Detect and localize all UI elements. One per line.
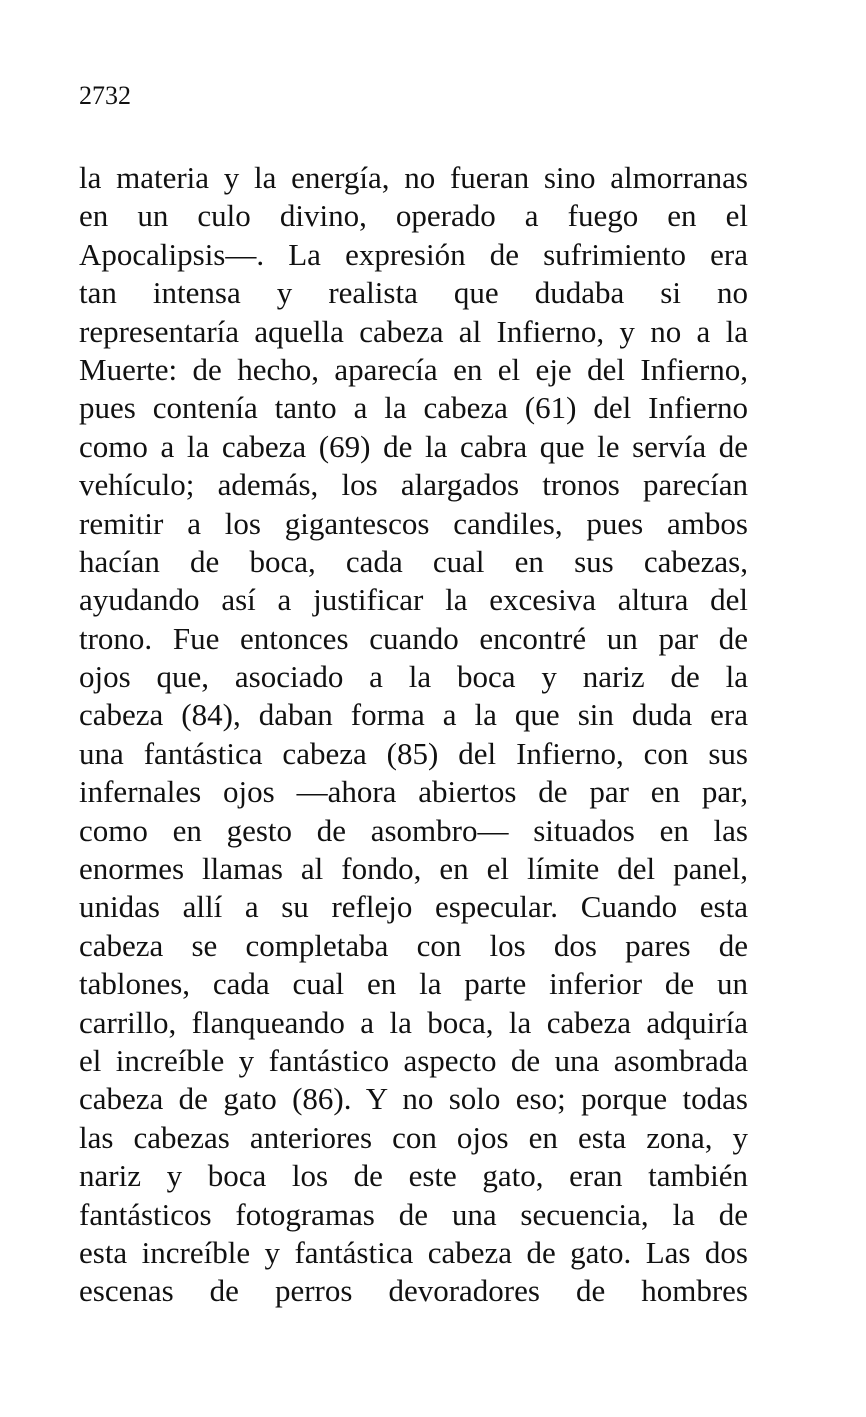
text-line: en un culo divino, operado a fuego en el: [79, 198, 748, 234]
page-number: 2732: [79, 81, 131, 110]
text-line: Apocalipsis—. La expresión de sufrimiento era: [79, 236, 748, 272]
text-line: las cabezas anteriores con ojos en esta zona, y: [79, 1119, 748, 1155]
text-line: tablones, cada cual en la parte inferior de un: [79, 966, 748, 1002]
text-line: esta increíble y fantástica cabeza de gato. Las dos: [79, 1234, 748, 1270]
text-line: escenas de perros devoradores de hombres: [79, 1273, 748, 1309]
text-line: infernales ojos —ahora abiertos de par en par,: [79, 774, 748, 810]
text-line: fantásticos fotogramas de una secuencia, la de: [79, 1196, 748, 1232]
text-line: hacían de boca, cada cual en sus cabezas,: [79, 543, 748, 579]
text-line: carrillo, flanqueando a la boca, la cabeza adquiría: [79, 1004, 748, 1040]
text-line: vehículo; además, los alargados tronos parecían: [79, 467, 748, 503]
body-paragraph: [79, 159, 748, 1311]
text-line: Muerte: de hecho, aparecía en el eje del Infierno,: [79, 351, 748, 387]
text-line: trono. Fue entonces cuando encontré un par de: [79, 620, 748, 656]
text-line: cabeza de gato (86). Y no solo eso; porque todas: [79, 1081, 748, 1117]
text-line: enormes llamas al fondo, en el límite del panel,: [79, 851, 748, 887]
text-line: unidas allí a su reflejo especular. Cuando esta: [79, 889, 748, 925]
text-line: tan intensa y realista que dudaba si no: [79, 275, 748, 311]
text-line: el increíble y fantástico aspecto de una asombrada: [79, 1042, 748, 1078]
text-line: la materia y la energía, no fueran sino almorranas: [79, 160, 748, 195]
text-line: ojos que, asociado a la boca y nariz de la: [79, 659, 748, 695]
text-line: cabeza (84), daban forma a la que sin duda era: [79, 697, 748, 733]
text-line: remitir a los gigantescos candiles, pues ambos: [79, 505, 748, 541]
text-line: como a la cabeza (69) de la cabra que le servía de: [79, 428, 748, 464]
text-line: representaría aquella cabeza al Infierno, y no a la: [79, 313, 748, 349]
text-line: cabeza se completaba con los dos pares de: [79, 927, 748, 963]
text-line: como en gesto de asombro— situados en las: [79, 812, 748, 848]
text-line: ayudando así a justificar la excesiva altura del: [79, 582, 748, 618]
text-line: nariz y boca los de este gato, eran también: [79, 1158, 748, 1194]
text-line: pues contenía tanto a la cabeza (61) del Infierno: [79, 390, 748, 426]
text-line: una fantástica cabeza (85) del Infierno, con sus: [79, 735, 748, 771]
